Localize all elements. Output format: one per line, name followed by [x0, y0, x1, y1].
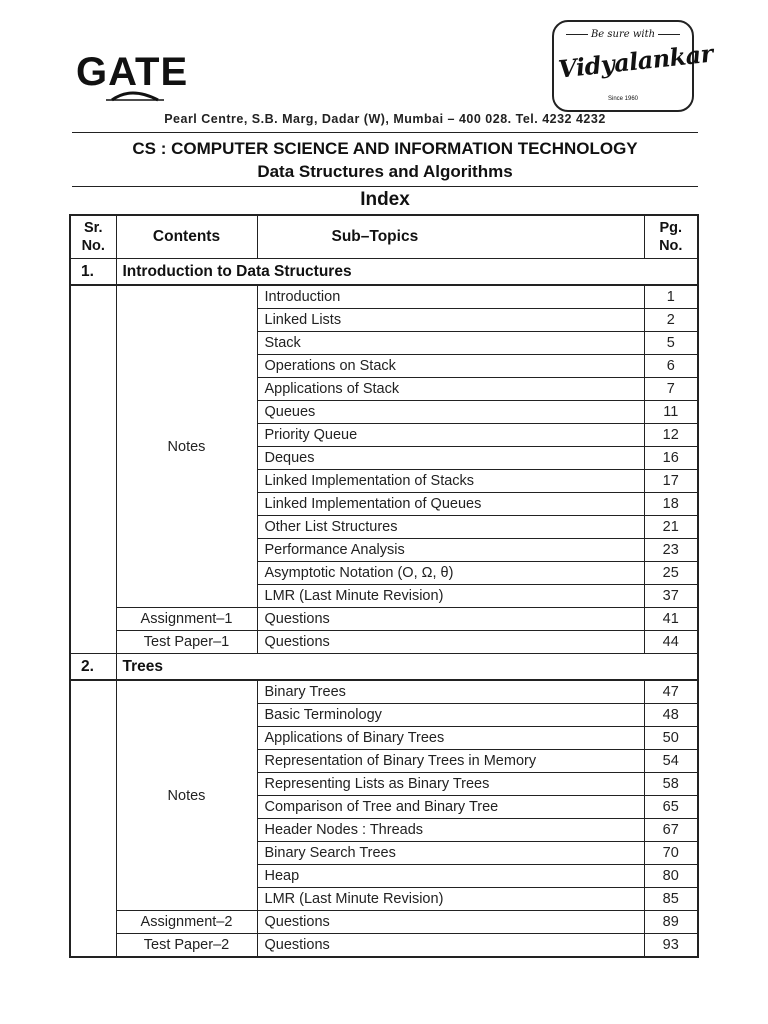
table-row [70, 911, 698, 934]
header-contents: Contents [116, 215, 257, 259]
subtopic: Questions [257, 934, 644, 958]
subtopic: Binary Trees [257, 680, 644, 704]
subtopic: Basic Terminology [257, 704, 644, 727]
page-number: 67 [644, 819, 698, 842]
section-header-row [70, 259, 698, 286]
subtopic: Applications of Binary Trees [257, 727, 644, 750]
table-row [70, 934, 698, 958]
section-header-row [70, 654, 698, 681]
page-number: 70 [644, 842, 698, 865]
page-number: 48 [644, 704, 698, 727]
page-number: 11 [644, 401, 698, 424]
contents-label: Test Paper–2 [116, 934, 257, 958]
header-subtopics: Sub–Topics [257, 215, 644, 259]
subtopic: Questions [257, 631, 644, 654]
subtopic: Questions [257, 911, 644, 934]
table-row [70, 631, 698, 654]
table-row [70, 285, 698, 309]
vidyalankar-since: Since 1960 [607, 96, 639, 102]
page-number: 41 [644, 608, 698, 631]
page-number: 80 [644, 865, 698, 888]
gate-logo-text: GATE [76, 50, 189, 94]
subtopic: LMR (Last Minute Revision) [257, 888, 644, 911]
page-number: 2 [644, 309, 698, 332]
index-title: Index [360, 189, 410, 210]
contents-label: Test Paper–1 [116, 631, 257, 654]
gate-logo-swoosh-icon [76, 88, 196, 102]
page-number: 65 [644, 796, 698, 819]
header-page-no: Pg. No. [644, 215, 698, 259]
subtopic: Stack [257, 332, 644, 355]
section-title: Introduction to Data Structures [116, 259, 698, 286]
page-number: 89 [644, 911, 698, 934]
page-number: 12 [644, 424, 698, 447]
section-number: 1. [70, 259, 116, 286]
gate-logo [76, 52, 196, 102]
vidyalankar-brand: Vidyalankar [556, 38, 715, 84]
subtopic: Binary Search Trees [257, 842, 644, 865]
vidyalankar-tagline: Be sure with [554, 29, 692, 40]
subtopic: Operations on Stack [257, 355, 644, 378]
page-number: 93 [644, 934, 698, 958]
subtopic: Asymptotic Notation (O, Ω, θ) [257, 562, 644, 585]
subtopic: Heap [257, 865, 644, 888]
page-number: 17 [644, 470, 698, 493]
subtopic: Representing Lists as Binary Trees [257, 773, 644, 796]
subtopic: Linked Implementation of Queues [257, 493, 644, 516]
subtopic: Linked Implementation of Stacks [257, 470, 644, 493]
subject-title: CS : COMPUTER SCIENCE AND INFORMATION TECHNOLOGY [132, 139, 638, 158]
subtopic: Header Nodes : Threads [257, 819, 644, 842]
course-title: Data Structures and Algorithms [257, 162, 513, 181]
page-number: 5 [644, 332, 698, 355]
page-number: 6 [644, 355, 698, 378]
page-number: 44 [644, 631, 698, 654]
page-number: 47 [644, 680, 698, 704]
subtopic: Queues [257, 401, 644, 424]
sr-no-cell [70, 680, 116, 957]
address-line: Pearl Centre, S.B. Marg, Dadar (W), Mumbai – 400 028. Tel. 4232 4232 [164, 112, 606, 126]
section-number: 2. [70, 654, 116, 681]
contents-label: Assignment–1 [116, 608, 257, 631]
page-number: 58 [644, 773, 698, 796]
subtopic: Priority Queue [257, 424, 644, 447]
page-number: 18 [644, 493, 698, 516]
subtopic: Introduction [257, 285, 644, 309]
page-number: 25 [644, 562, 698, 585]
subtopic: LMR (Last Minute Revision) [257, 585, 644, 608]
contents-notes: Notes [116, 285, 257, 608]
subtopic: Representation of Binary Trees in Memory [257, 750, 644, 773]
header-sr-no: Sr. No. [70, 215, 116, 259]
subtopic: Linked Lists [257, 309, 644, 332]
contents-notes: Notes [116, 680, 257, 911]
table-row [70, 680, 698, 704]
divider [72, 132, 698, 133]
page-number: 37 [644, 585, 698, 608]
subtopic: Performance Analysis [257, 539, 644, 562]
page-number: 1 [644, 285, 698, 309]
table-header-row [70, 215, 698, 259]
page-number: 16 [644, 447, 698, 470]
divider [72, 186, 698, 187]
page-number: 23 [644, 539, 698, 562]
subtopic: Questions [257, 608, 644, 631]
subtopic: Deques [257, 447, 644, 470]
subtopic: Comparison of Tree and Binary Tree [257, 796, 644, 819]
index-table [69, 214, 699, 958]
page-number: 7 [644, 378, 698, 401]
vidyalankar-logo [552, 20, 715, 112]
contents-label: Assignment–2 [116, 911, 257, 934]
table-row [70, 608, 698, 631]
subtopic: Applications of Stack [257, 378, 644, 401]
page-number: 54 [644, 750, 698, 773]
sr-no-cell [70, 285, 116, 654]
page-number: 21 [644, 516, 698, 539]
subtopic: Other List Structures [257, 516, 644, 539]
page-number: 85 [644, 888, 698, 911]
section-title: Trees [116, 654, 698, 681]
page-number: 50 [644, 727, 698, 750]
